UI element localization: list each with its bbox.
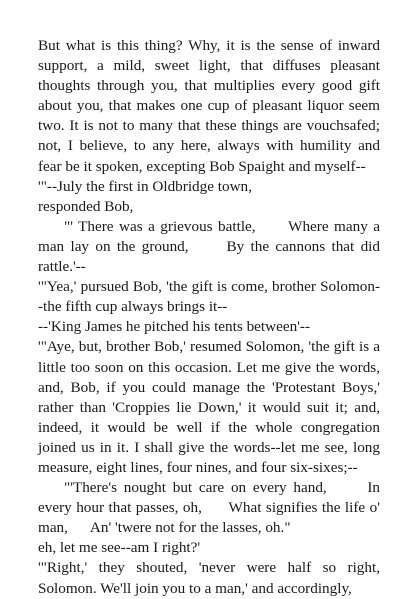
paragraph-yea-pursued-bob: '"Yea,' pursued Bob, 'the gift is come, brother Solomon--the fifth cup always brings it-- (38, 278, 380, 316)
paragraph-king-james: --'King James he pitched his tents between'-- (38, 318, 311, 336)
verse-grievous-battle: "' There was a grievous battle, Where many a man lay on the ground, By the cannons that did rattle.'-- (38, 217, 384, 276)
paragraph-right-they-shouted: '"Right,' they shouted, 'never were half so right, Solomon. We'll join you to a man,' and accordingly, (38, 559, 380, 597)
verse-nought-but-care: "'There's nought but care on every hand, In every hour that passes, oh, What signifies the life o' man, An' 'twere not for the lasses, oh." (38, 479, 384, 537)
paragraph-aye-brother-bob: '"Aye, but, brother Bob,' resumed Solomon, 'the gift is a little too soon on this occasion. Let me give the words, and, Bob, if you could manage the 'Protestant Boys,' rather than 'Croppies lie Down,' it would suit it; and, indeed, it would be well if the whole congregation joined us in it. I shall give the words--let me see, long measure, eight lines, four nines, and four six-sixes;-- (38, 338, 380, 476)
paragraph-inward-support: But what is this thing? Why, it is the sense of inward support, a mild, sweet light, that diffuses pleasant thoughts through you, that multiplies every good gift about you, that makes one cup of pleasant liquor seem two. It is not to many that these things are vouchsafed; not, I believe, to any here, always with humility and fear be it spoken, excepting Bob Spaight and myself-- (38, 37, 380, 175)
document-page (38, 36, 384, 599)
paragraph-responded-bob: responded Bob, (38, 197, 134, 215)
paragraph-july-first: '"--July the first in Oldbridge town, (38, 177, 252, 195)
paragraph-am-i-right: eh, let me see--am I right?' (38, 539, 201, 557)
